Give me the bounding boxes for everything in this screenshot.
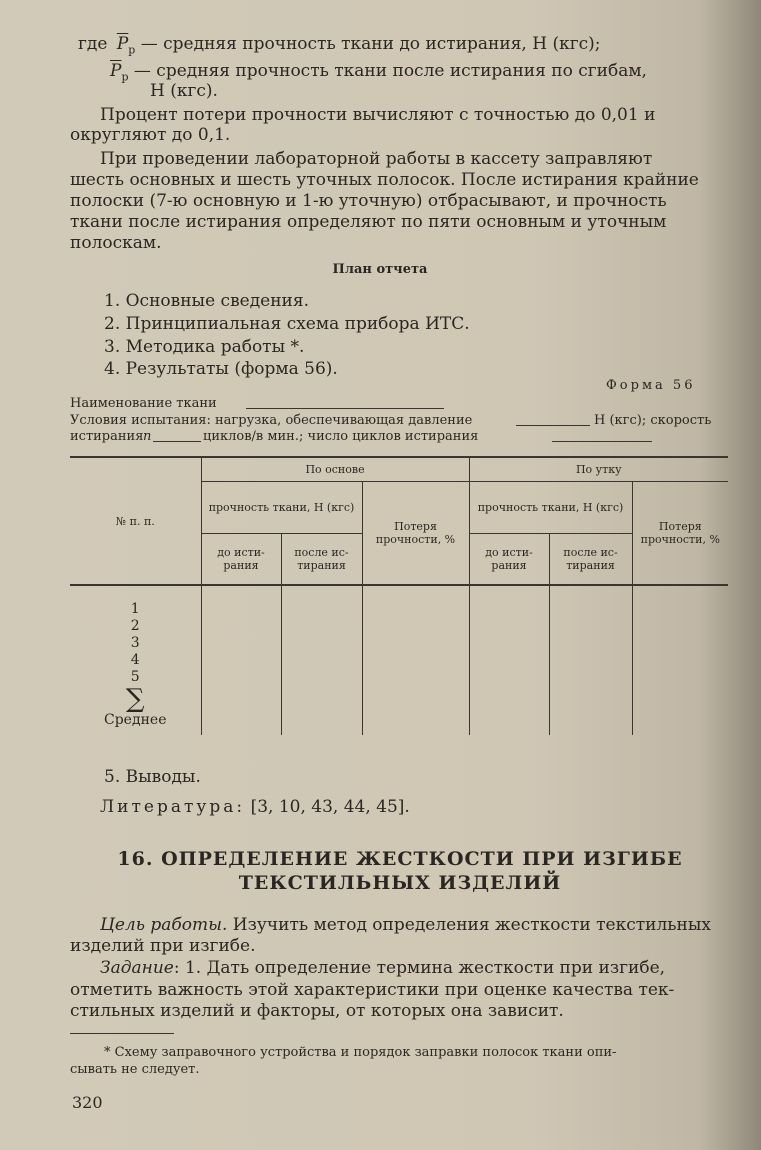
plan-item-2: 2. Принципиальная схема прибора ИТС.	[104, 314, 470, 334]
definition-line-3: Н (кгс).	[150, 81, 218, 101]
weft-after-header: после ис-тирания	[549, 533, 632, 585]
weft-loss-header: Потеря прочности, %	[632, 481, 728, 585]
task-line-3: стильных изделий и факторы, от которых она зависит.	[70, 1001, 564, 1021]
group-warp-header: По основе	[201, 457, 469, 481]
para1-line-1: Процент потери прочности вычисляют с точностью до 0,01 и	[100, 105, 656, 125]
plan-item-5: 5. Выводы.	[104, 767, 201, 787]
plan-title: План отчета	[332, 262, 428, 277]
goal-line-1: Цель работы. Изучить метод определения жесткости текстильных	[100, 915, 711, 935]
para2-line-5: полоскам.	[70, 233, 162, 253]
cycles-blank	[552, 441, 652, 442]
data-cell	[362, 585, 469, 735]
data-cell	[281, 585, 362, 735]
plan-item-1: 1. Основные сведения.	[104, 291, 310, 311]
data-cell	[201, 585, 281, 735]
row-number: 4	[130, 652, 140, 668]
row-number: 3	[130, 635, 140, 651]
conditions-line-2-a: истирания	[70, 429, 144, 444]
average-label: Среднее	[104, 712, 167, 728]
group-weft-header: По утку	[469, 457, 728, 481]
page-number: 320	[72, 1093, 103, 1112]
col-num-header: № п. п.	[70, 457, 201, 585]
para2-line-3: полоски (7-ю основную и 1-ю уточную) отбрасывают, и прочность	[70, 191, 667, 211]
definition-line-1: где $\overline{P}_р$ — средняя прочность ткани до истирания, Н (кгс);	[78, 34, 601, 57]
conditions-unit: Н (кгс); скорость	[594, 413, 712, 428]
section-title-line-2: ТЕКСТИЛЬНЫХ ИЗДЕЛИЙ	[238, 872, 562, 894]
para2-line-4: ткани после истирания определяют по пяти основным и уточным	[70, 212, 667, 232]
warp-before-header: до исти-рания	[201, 533, 281, 585]
fabric-name-blank	[246, 408, 444, 409]
warp-loss-header: Потеря прочности, %	[362, 481, 469, 585]
row-number: 5	[130, 669, 140, 685]
data-cell	[632, 585, 728, 735]
section-title-line-1: 16. ОПРЕДЕЛЕНИЕ ЖЕСТКОСТИ ПРИ ИЗГИБЕ	[117, 848, 683, 870]
task-line-1: Задание: 1. Дать определение термина жесткости при изгибе,	[100, 958, 666, 978]
para2-line-1: При проведении лабораторной работы в кассету заправляют	[100, 149, 653, 169]
literature-line: Литература: [3, 10, 43, 44, 45].	[100, 797, 410, 817]
weft-strength-header: прочность ткани, Н (кгс)	[469, 481, 632, 533]
row-number: 1	[130, 601, 140, 617]
fabric-name-label: Наименование ткани	[70, 396, 217, 411]
sum-symbol: ∑	[125, 684, 145, 714]
warp-after-header: после ис-тирания	[281, 533, 362, 585]
row-number: 2	[130, 618, 140, 634]
conditions-line-1: Условия испытания: нагрузка, обеспечивающая давление	[70, 413, 473, 428]
speed-blank	[153, 441, 201, 442]
pressure-blank	[516, 425, 590, 426]
task-line-2: отметить важность этой характеристики при оценке качества тек-	[70, 980, 675, 1000]
footnote-line-2: сывать не следует.	[70, 1062, 200, 1077]
footnote-line-1: * Схему заправочного устройства и порядок заправки полосок ткани опи-	[104, 1045, 617, 1060]
definition-line-2: $\overline{P}_р$ — средняя прочность ткани после истирания по сгибам,	[110, 61, 647, 84]
conditions-line-2-n: n	[143, 429, 152, 444]
form-label: Форма 56	[606, 378, 696, 393]
weft-before-header: до исти-рания	[469, 533, 549, 585]
plan-item-4: 4. Результаты (форма 56).	[104, 359, 338, 379]
results-table	[70, 456, 728, 735]
data-cell	[469, 585, 549, 735]
para2-line-2: шесть основных и шесть уточных полосок. После истирания крайние	[70, 170, 699, 190]
row-labels-cell	[70, 585, 201, 735]
goal-line-2: изделий при изгибе.	[70, 936, 256, 956]
conditions-line-2-b: циклов/в мин.; число циклов истирания	[203, 429, 479, 444]
data-cell	[549, 585, 632, 735]
footnote-rule	[70, 1033, 174, 1034]
plan-item-3: 3. Методика работы *.	[104, 337, 305, 357]
para1-line-2: округляют до 0,1.	[70, 125, 231, 145]
warp-strength-header: прочность ткани, Н (кгс)	[201, 481, 362, 533]
